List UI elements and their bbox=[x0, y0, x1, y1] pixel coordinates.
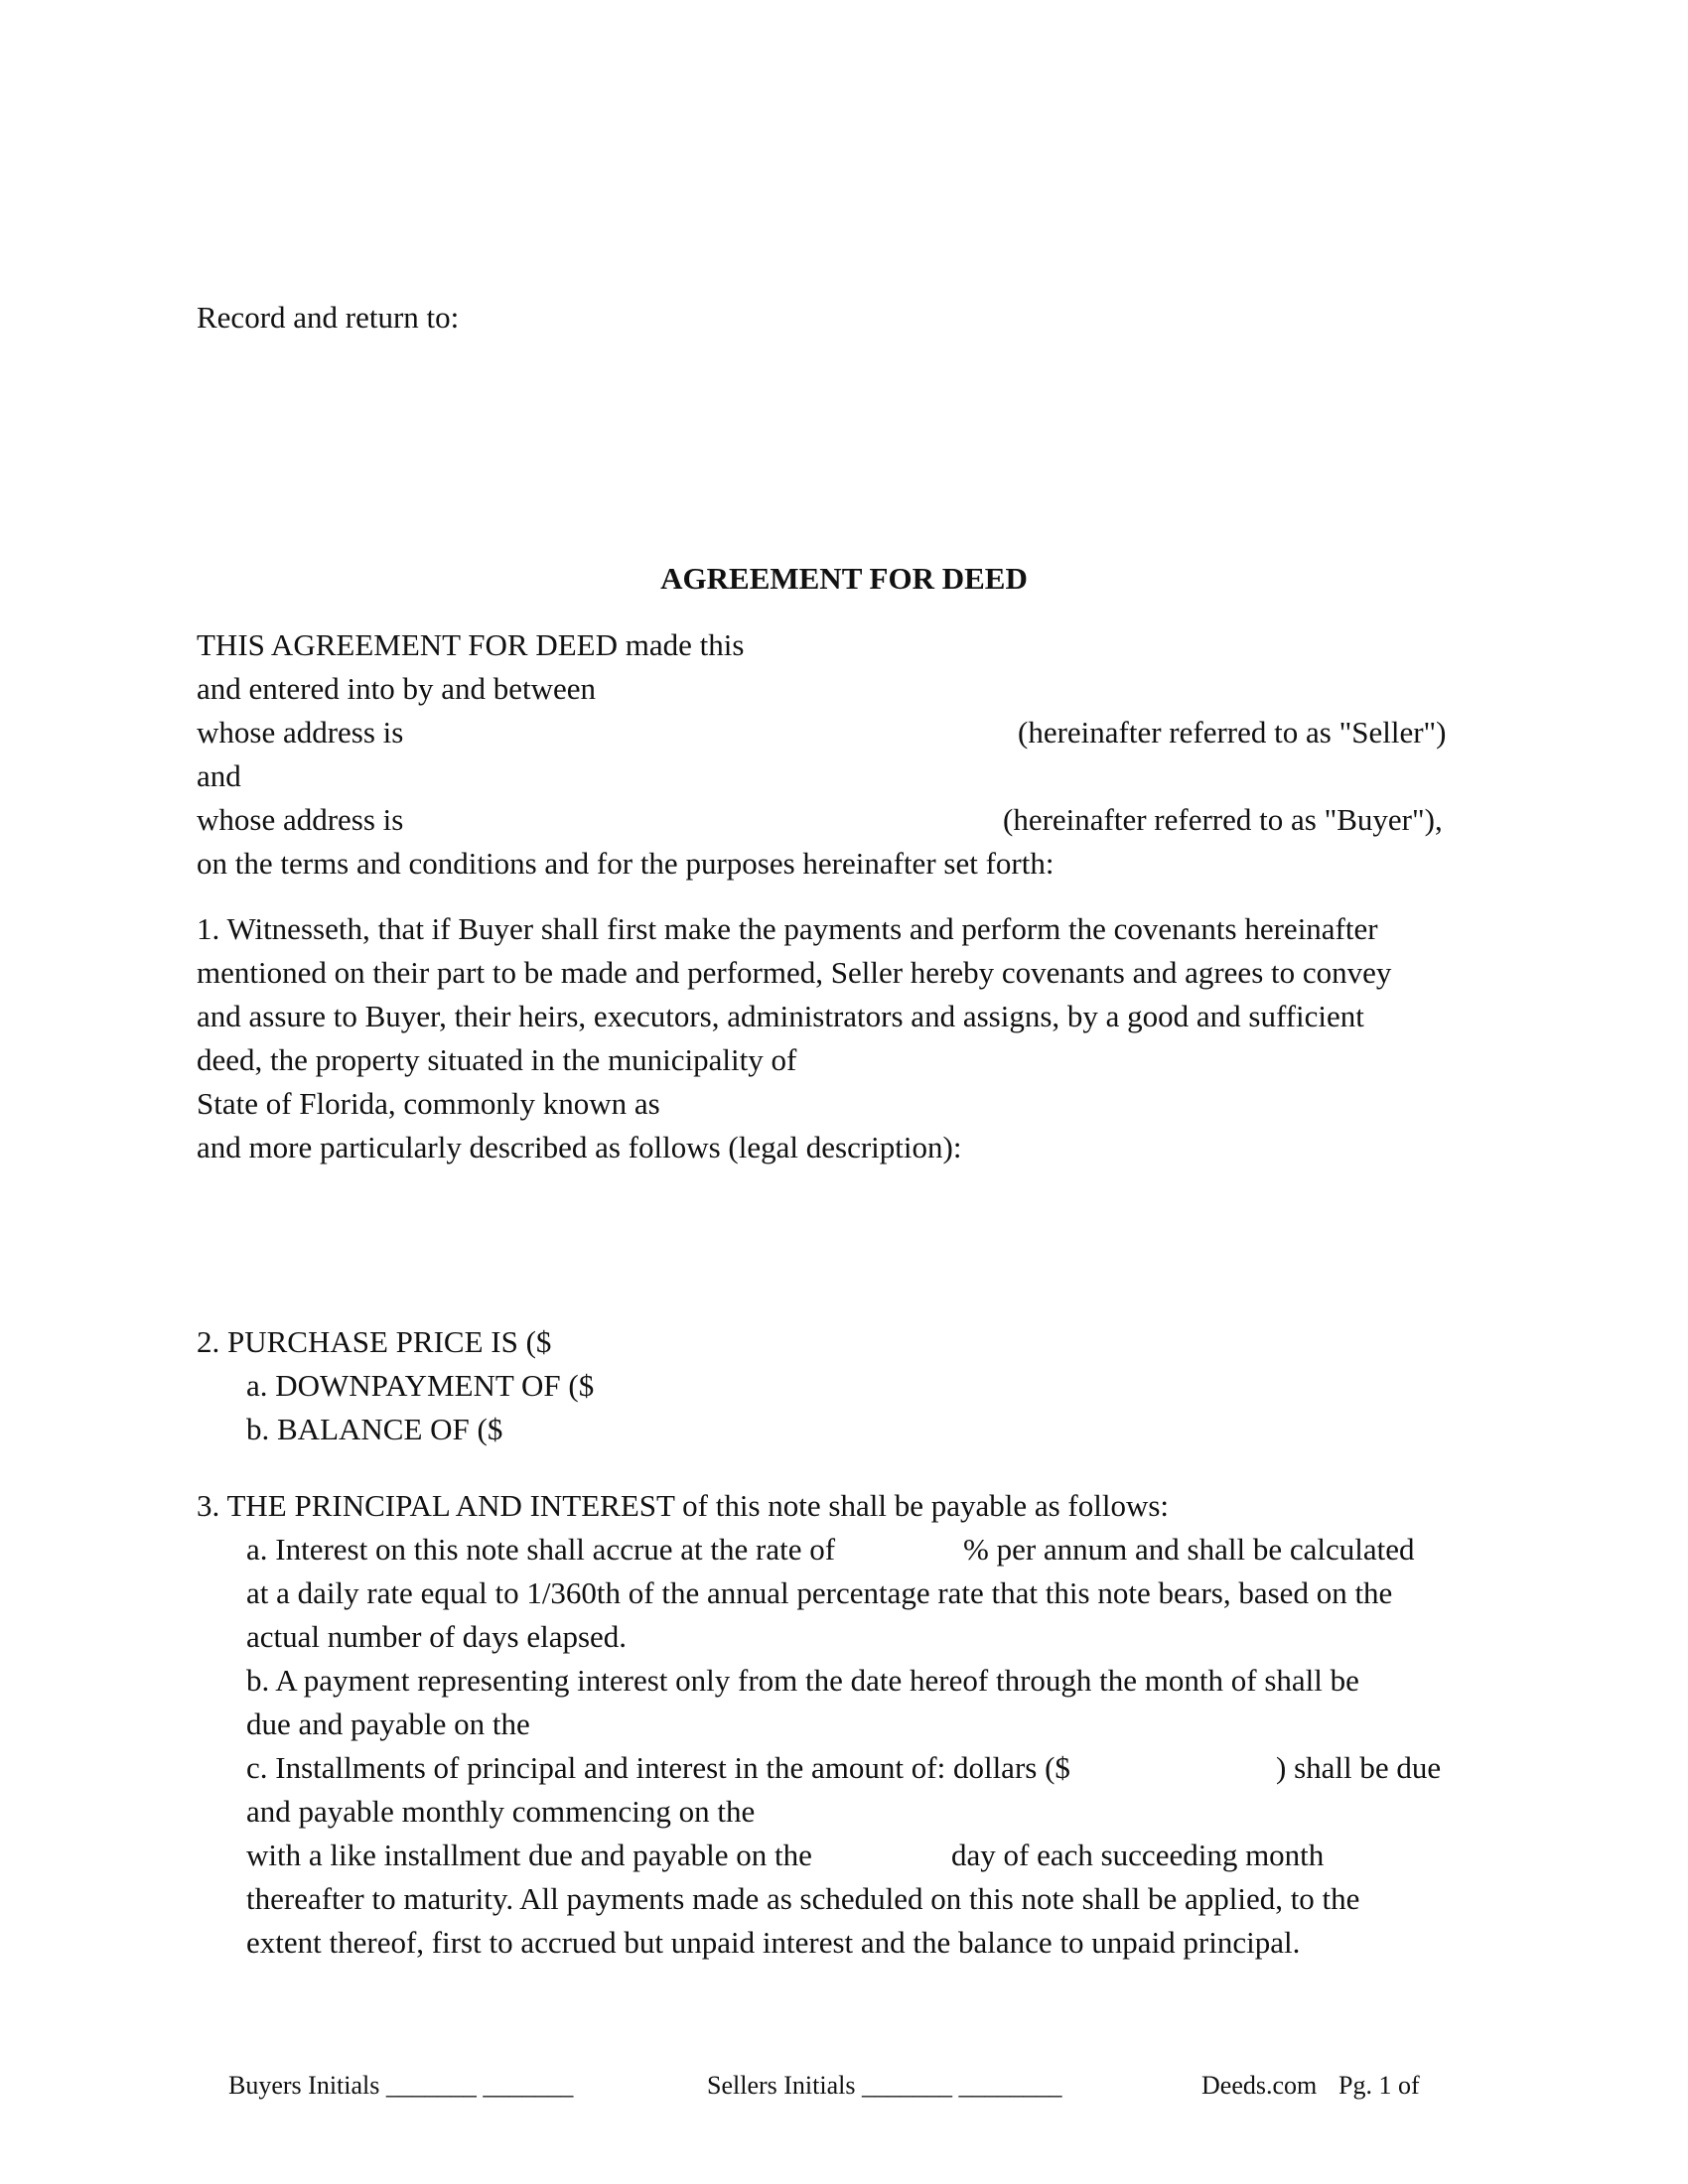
footer-site: Deeds.com bbox=[1201, 2071, 1318, 2100]
footer-page-number: Pg. 1 of bbox=[1338, 2071, 1420, 2100]
downpayment-line: a. DOWNPAYMENT OF ($ bbox=[246, 1368, 595, 1403]
section-3-c-line-3-right: day of each succeeding month bbox=[951, 1838, 1325, 1872]
section-3-heading: 3. THE PRINCIPAL AND INTEREST of this note shall be payable as follows: bbox=[197, 1488, 1170, 1523]
intro-buyer-reference: (hereinafter referred to as "Buyer"), bbox=[1003, 802, 1443, 837]
buyers-initials: Buyers Initials _______ _______ bbox=[228, 2071, 574, 2100]
intro-buyer-address-label: whose address is bbox=[197, 802, 404, 837]
section-1-line-1: 1. Witnesseth, that if Buyer shall first make the payments and perform the covenants hereinafter bbox=[197, 911, 1378, 946]
intro-seller-address-label: whose address is bbox=[197, 715, 404, 750]
document-title: AGREEMENT FOR DEED bbox=[660, 561, 1028, 596]
section-1-line-2: mentioned on their part to be made and performed, Seller hereby covenants and agrees to convey bbox=[197, 955, 1392, 990]
intro-line-2: and entered into by and between bbox=[197, 671, 596, 706]
section-3-b-line-2: due and payable on the bbox=[246, 1706, 530, 1741]
intro-line-and: and bbox=[197, 758, 241, 793]
section-3-c-line-5: extent thereof, first to accrued but unpaid interest and the balance to unpaid principal. bbox=[246, 1925, 1301, 1960]
section-3-b-line-1: b. A payment representing interest only from the date hereof through the month of shall be bbox=[246, 1663, 1359, 1698]
sellers-initials: Sellers Initials _______ ________ bbox=[707, 2071, 1062, 2100]
section-1-line-5: State of Florida, commonly known as bbox=[197, 1086, 660, 1121]
section-1-line-6: and more particularly described as follows (legal description): bbox=[197, 1130, 962, 1164]
section-3-c-line-1-right: ) shall be due bbox=[1276, 1750, 1442, 1785]
intro-seller-reference: (hereinafter referred to as "Seller") bbox=[1018, 715, 1447, 750]
balance-line: b. BALANCE OF ($ bbox=[246, 1412, 503, 1446]
section-3-c-line-2: and payable monthly commencing on the bbox=[246, 1794, 756, 1829]
intro-line-1: THIS AGREEMENT FOR DEED made this bbox=[197, 627, 745, 662]
section-3-a-line-1-left: a. Interest on this note shall accrue at the rate of bbox=[246, 1532, 836, 1567]
purchase-price-line: 2. PURCHASE PRICE IS ($ bbox=[197, 1324, 552, 1359]
section-3-a-line-1-right: % per annum and shall be calculated bbox=[963, 1532, 1415, 1567]
section-3-c-line-4: thereafter to maturity. All payments made as scheduled on this note shall be applied, to the bbox=[246, 1881, 1360, 1916]
section-3-c-line-3-left: with a like installment due and payable on the bbox=[246, 1838, 812, 1872]
section-3-c-line-1-left: c. Installments of principal and interest in the amount of: dollars ($ bbox=[246, 1750, 1070, 1785]
intro-line-6: on the terms and conditions and for the purposes hereinafter set forth: bbox=[197, 846, 1055, 881]
section-1-line-3: and assure to Buyer, their heirs, executors, administrators and assigns, by a good and sufficient bbox=[197, 999, 1364, 1033]
section-1-line-4: deed, the property situated in the municipality of bbox=[197, 1042, 797, 1077]
record-return-label: Record and return to: bbox=[197, 300, 460, 335]
section-3-a-line-3: actual number of days elapsed. bbox=[246, 1619, 628, 1654]
section-3-a-line-2: at a daily rate equal to 1/360th of the annual percentage rate that this note bears, based on the bbox=[246, 1575, 1393, 1610]
